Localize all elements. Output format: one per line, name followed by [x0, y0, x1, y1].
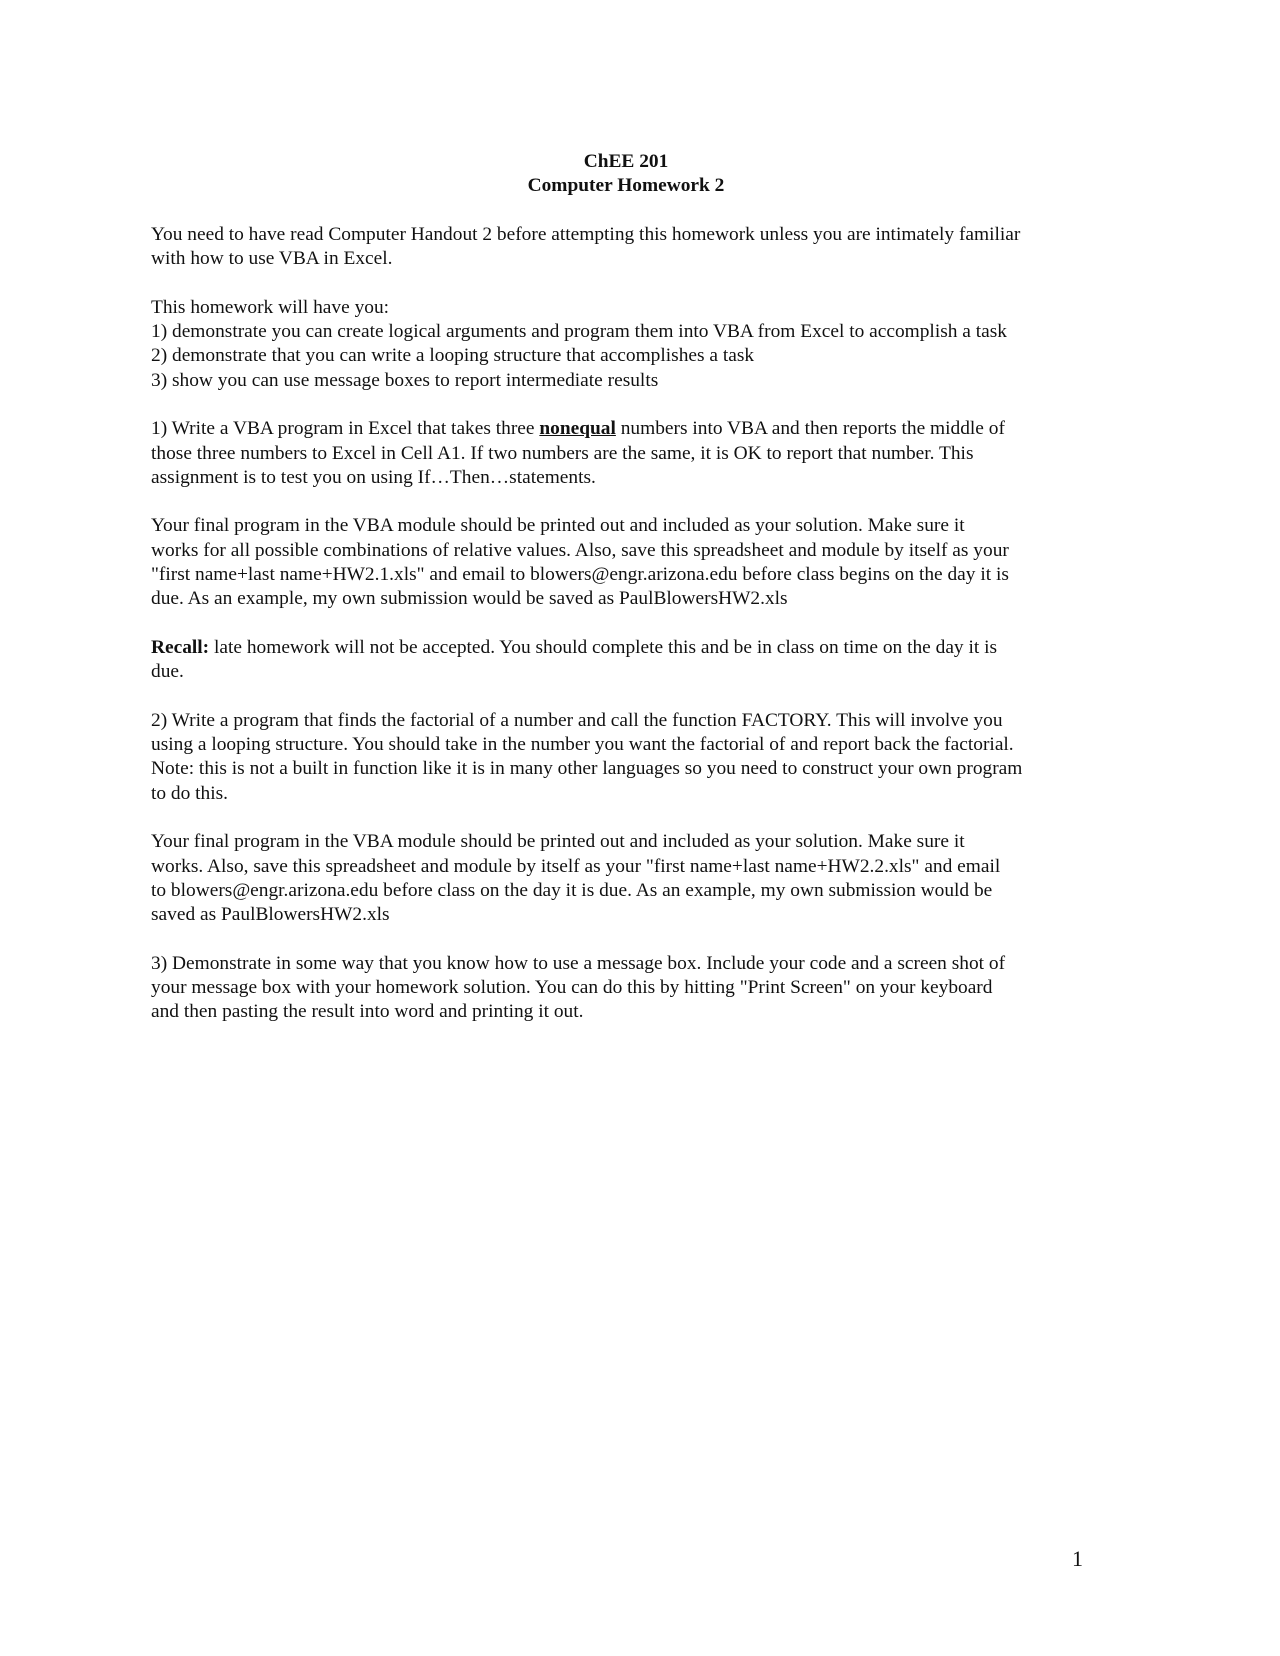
submission-line: due. As an example, my own submission would be saved as PaulBlowersHW2.xls — [151, 588, 788, 610]
page-number: 1 — [1072, 1546, 1083, 1571]
objective-item: 1) demonstrate you can create logical arguments and program them into VBA from Excel to accomplish a task — [151, 321, 1007, 343]
objectives-list — [151, 296, 1101, 393]
problem-1-line: those three numbers to Excel in Cell A1. If two numbers are the same, it is OK to report that number. This — [151, 442, 974, 464]
nonequal-emphasis: nonequal — [539, 418, 616, 440]
intro-line: with how to use VBA in Excel. — [151, 248, 393, 270]
recall-line — [151, 636, 1101, 660]
problem-3-line: 3) Demonstrate in some way that you know how to use a message box. Include your code and a screen shot of — [151, 952, 1006, 974]
problem-1-text: numbers into VBA and then reports the middle of — [615, 418, 1005, 440]
problem-2-line: to do this. — [151, 782, 229, 804]
objective-item: 3) show you can use message boxes to report intermediate results — [151, 369, 659, 391]
submission-line: works. Also, save this spreadsheet and module by itself as your "first name+last name+HW2.2.xls" and email — [151, 855, 1001, 877]
submission-line: Your final program in the VBA module should be printed out and included as your solution. Make sure it — [151, 831, 965, 853]
problem-3-paragraph — [151, 952, 1101, 1025]
intro-line: You need to have read Computer Handout 2 before attempting this homework unless you are intimately familiar — [151, 223, 1021, 245]
problem-3-line: and then pasting the result into word and printing it out. — [151, 1001, 584, 1023]
objectives-lead: This homework will have you: — [151, 296, 390, 318]
problem-1-paragraph — [151, 417, 1101, 490]
submission-line: to blowers@engr.arizona.edu before class on the day it is due. As an example, my own submission would be — [151, 879, 993, 901]
problem-1-line — [151, 417, 1101, 441]
problem-1-text: 1) Write a VBA program in Excel that takes three — [151, 418, 540, 440]
problem-2-paragraph — [151, 709, 1101, 806]
submission-line: works for all possible combinations of relative values. Also, save this spreadsheet and module by itself as your — [151, 539, 1009, 561]
course-code: ChEE 201 — [583, 151, 669, 172]
submission-line: Your final program in the VBA module should be printed out and included as your solution. Make sure it — [151, 515, 965, 537]
recall-line: due. — [151, 661, 184, 683]
recall-text: late homework will not be accepted. You should complete this and be in class on time on the day it is — [209, 636, 998, 658]
submission-line: saved as PaulBlowersHW2.xls — [151, 904, 390, 926]
intro-paragraph — [151, 223, 1101, 272]
problem-2-line: 2) Write a program that finds the factorial of a number and call the function FACTORY. This will involve you — [151, 709, 1003, 731]
problem-1-submission-paragraph — [151, 514, 1101, 611]
submission-line: "first name+last name+HW2.1.xls" and email to blowers@engr.arizona.edu before class begins on the day it is — [151, 564, 1009, 586]
problem-1-line: assignment is to test you on using If…Then…statements. — [151, 466, 596, 488]
document-title: Computer Homework 2 — [527, 175, 725, 197]
recall-paragraph — [151, 636, 1101, 685]
problem-2-line: using a looping structure. You should take in the number you want the factorial of and report back the factorial. — [151, 734, 1014, 756]
problem-2-submission-paragraph — [151, 830, 1101, 927]
recall-label: Recall: — [151, 636, 210, 658]
objective-item: 2) demonstrate that you can write a looping structure that accomplishes a task — [151, 345, 755, 367]
problem-3-line: your message box with your homework solution. You can do this by hitting "Print Screen" on your keyboard — [151, 977, 993, 999]
document-page — [151, 150, 1101, 1025]
problem-2-line: Note: this is not a built in function like it is in many other languages so you need to construct your own program — [151, 758, 1023, 780]
